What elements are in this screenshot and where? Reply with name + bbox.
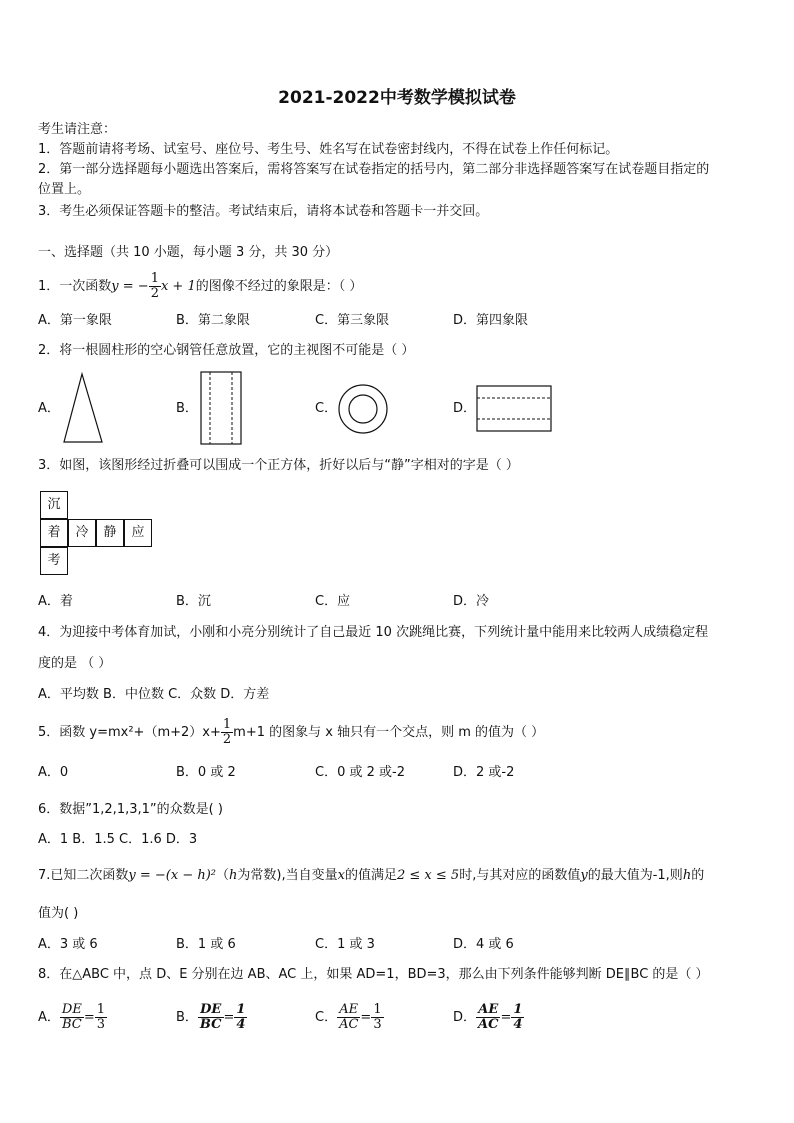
question-3: 3．如图，该图形经过折叠可以围成一个正方体，折好以后与“静”字相对的字是（ ） <box>38 458 519 473</box>
question-6: 6．数据”1,2,1,3,1”的众数是( ) <box>38 802 223 817</box>
option-b: B．0 或 2 <box>176 765 236 780</box>
equals-sign: = <box>83 1010 95 1025</box>
notice-item: 2．第一部分选择题每小题选出答案后，需将答案写在试卷指定的括号内，第二部分非选择题答案写在试卷题目指定的 <box>38 162 710 177</box>
net-cell: 应 <box>124 519 152 547</box>
option-d: D．2 或-2 <box>453 765 515 780</box>
q1-prefix: 1．一次函数 <box>38 279 112 294</box>
option-b: B．沉 <box>176 594 211 609</box>
q7-range: 2 ≤ x ≤ 5 <box>397 868 460 883</box>
q8d-value <box>511 1003 524 1032</box>
q8d-vden: 4 <box>513 1017 523 1032</box>
q8b-num: DE <box>200 1002 222 1017</box>
question-5 <box>38 718 544 747</box>
option-c: C．0 或 2 或-2 <box>315 765 405 780</box>
option-d: D．4 或 6 <box>453 937 514 952</box>
option-a <box>38 1000 107 1036</box>
q8c-fraction <box>337 1003 360 1032</box>
rectangle-dashed-horizontal-figure <box>476 385 552 433</box>
question-7-line2: 值为( ) <box>38 906 79 921</box>
q8c-value <box>371 1003 383 1032</box>
q8d-den: AC <box>478 1017 499 1032</box>
option-a-label: A． <box>38 1010 60 1025</box>
q1-expr-a: y = − <box>111 279 149 294</box>
option-b: B．1 或 6 <box>176 937 236 952</box>
q1-frac-num: 1 <box>150 271 159 286</box>
option-b-label: B． <box>176 1010 198 1025</box>
equals-sign: = <box>360 1010 372 1025</box>
notice-item: 1．答题前请将考场、试室号、座位号、考生号、姓名写在试卷密封线内，不得在试卷上作任何标记。 <box>38 142 619 157</box>
triangle-figure <box>60 372 106 444</box>
q8a-vnum: 1 <box>96 1002 106 1017</box>
equals-sign: = <box>500 1010 512 1025</box>
option-d: D．第四象限 <box>453 313 529 328</box>
q5-prefix: 5．函数 y=mx²+（m+2）x+ <box>38 725 221 740</box>
q8b-vnum: 1 <box>236 1002 246 1017</box>
q7-var-y: y <box>580 868 588 883</box>
option-b <box>176 1000 247 1036</box>
q1-fraction <box>149 272 161 301</box>
q8a-den: BC <box>60 1017 84 1032</box>
notice-item: 位置上。 <box>38 182 91 197</box>
q7-var-x: x <box>337 868 345 883</box>
q5-suffix: m+1 的图象与 x 轴只有一个交点，则 m 的值为（ ） <box>233 725 545 740</box>
option-d-label: D． <box>453 1010 477 1025</box>
q8c-vnum: 1 <box>373 1002 382 1017</box>
q8d-vnum: 1 <box>513 1002 523 1017</box>
net-cell: 静 <box>96 519 124 547</box>
q8c-num: AE <box>339 1002 359 1017</box>
question-6-options: A．1 B．1.5 C．1.6 D．3 <box>38 832 198 847</box>
q8b-vden: 4 <box>236 1017 246 1032</box>
q8d-fraction <box>476 1003 500 1032</box>
option-a: A．3 或 6 <box>38 937 98 952</box>
option-c-label: C． <box>315 1010 338 1025</box>
option-a: A．第一象限 <box>38 313 112 328</box>
notice-heading: 考生请注意： <box>38 122 117 137</box>
q7-suffix: 的 <box>691 868 705 883</box>
q8b-fraction <box>198 1003 224 1032</box>
q7-text: （ <box>216 868 230 883</box>
q8c-vden: 3 <box>373 1017 382 1032</box>
q8b-value <box>234 1003 247 1032</box>
net-cell: 着 <box>40 519 68 547</box>
net-cell: 冷 <box>68 519 96 547</box>
q5-frac-den: 2 <box>222 732 232 747</box>
q7-text: 为常数),当自变量 <box>237 868 338 883</box>
q7-prefix: 7.已知二次函数 <box>38 868 129 883</box>
q8b-den: BC <box>199 1017 222 1032</box>
question-7-line1 <box>38 867 704 885</box>
option-c: C．应 <box>315 594 351 609</box>
page-title: 2021-2022中考数学模拟试卷 <box>278 88 516 108</box>
question-2: 2．将一根圆柱形的空心钢管任意放置，它的主视图不可能是（ ） <box>38 343 415 358</box>
q8a-vden: 3 <box>96 1017 106 1032</box>
rectangle-dashed-vertical-figure <box>198 371 244 445</box>
net-cell: 沉 <box>40 491 68 519</box>
option-a: A．0 <box>38 765 69 780</box>
q5-frac-num: 1 <box>222 717 232 732</box>
q7-text: 的值满足 <box>344 868 397 883</box>
q7-var-h: h <box>229 868 238 883</box>
q7-var-h2: h <box>682 868 692 883</box>
option-b-label: B． <box>176 401 198 416</box>
option-d: D．冷 <box>453 594 490 609</box>
option-c: C．第三象限 <box>315 313 390 328</box>
option-d-label: D． <box>453 401 477 416</box>
q8a-fraction <box>60 1003 84 1032</box>
q7-text: 时,与其对应的函数值 <box>459 868 581 883</box>
concentric-circles-figure <box>337 383 389 435</box>
question-1 <box>38 272 362 301</box>
q1-suffix: 的图像不经过的象限是：（ ） <box>195 279 363 294</box>
question-4-line1: 4．为迎接中考体育加试，小刚和小亮分别统计了自己最近 10 次跳绳比赛，下列统计量中能用来比较两人成绩稳定程 <box>38 625 709 640</box>
question-8: 8．在△ABC 中，点 D、E 分别在边 AB、AC 上，如果 AD=1，BD=3，那么由下列条件能够判断 DE∥BC 的是（ ） <box>38 967 709 982</box>
option-a-label: A． <box>38 401 60 416</box>
option-d <box>453 1000 524 1036</box>
q8a-num: DE <box>61 1002 82 1017</box>
option-a: A．着 <box>38 594 73 609</box>
option-c-label: C． <box>315 401 338 416</box>
option-c <box>315 1000 384 1036</box>
section-heading: 一、选择题（共 10 小题，每小题 3 分，共 30 分） <box>38 245 339 260</box>
option-b: B．第二象限 <box>176 313 250 328</box>
cube-net <box>40 491 152 577</box>
question-4-line2: 度的是 （ ） <box>38 656 112 671</box>
option-c: C．1 或 3 <box>315 937 375 952</box>
equals-sign: = <box>223 1010 235 1025</box>
question-4-options: A．平均数 B．中位数 C．众数 D．方差 <box>38 687 270 702</box>
q8a-value <box>95 1003 107 1032</box>
net-cell: 考 <box>40 547 68 575</box>
notice-item: 3．考生必须保证答题卡的整洁。考试结束后，请将本试卷和答题卡一并交回。 <box>38 204 489 219</box>
q1-frac-den: 2 <box>150 286 159 301</box>
q7-expr: y = −(x − h)² <box>128 868 217 883</box>
q8c-den: AC <box>339 1017 359 1032</box>
q8d-num: AE <box>478 1002 499 1017</box>
q5-fraction <box>221 718 233 747</box>
q7-text: 的最大值为-1,则 <box>587 868 683 883</box>
q1-expr-b: x + 1 <box>160 279 196 294</box>
